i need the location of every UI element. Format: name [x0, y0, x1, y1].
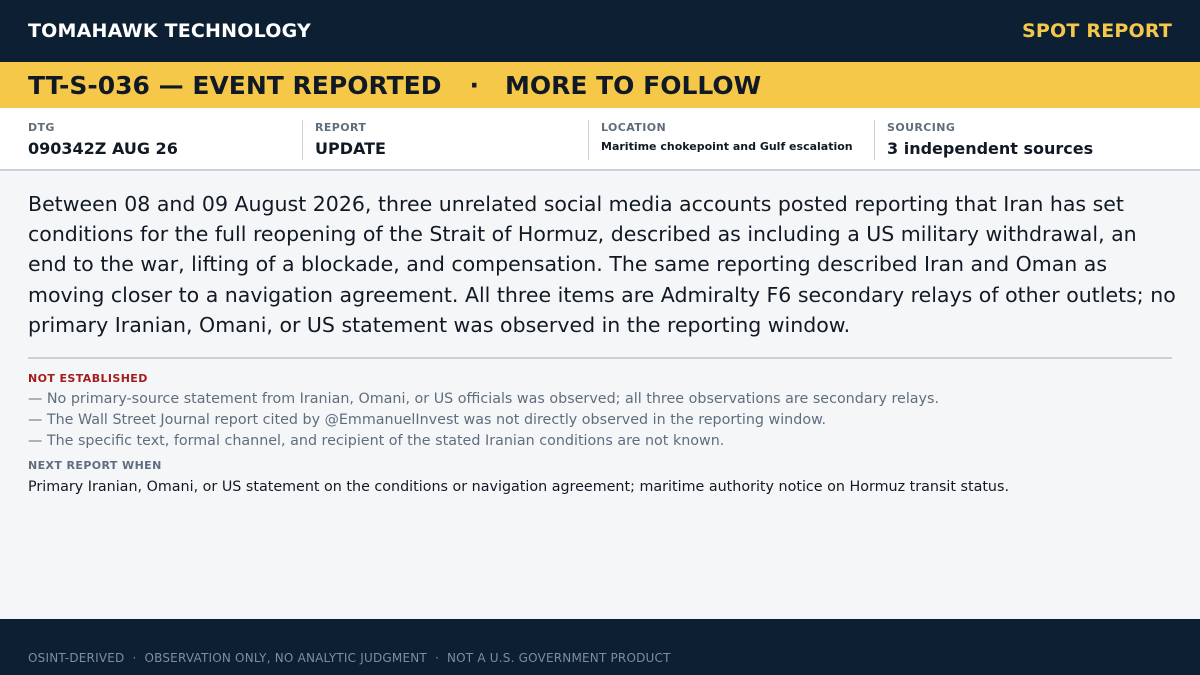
next-report-text: Primary Iranian, Omani, or US statement on the conditions or navigation agreement; maritime authority notice on Hormuz transit status.	[28, 479, 1009, 495]
report-kind: SPOT REPORT	[1022, 20, 1172, 42]
not-established-list	[28, 389, 1178, 452]
list-item: — The Wall Street Journal report cited by @EmmanuelInvest was not directly observed in the reporting window.	[28, 412, 826, 428]
not-established-label: NOT ESTABLISHED	[28, 372, 148, 385]
footer-separator: ·	[132, 651, 137, 665]
banner-separator: ·	[469, 70, 479, 100]
meta-location	[588, 120, 874, 160]
sourcing-value: 3 independent sources	[887, 139, 1094, 158]
dtg-label: DTG	[28, 121, 55, 134]
status-banner	[0, 62, 1200, 108]
meta-dtg	[28, 120, 302, 160]
meta-report	[302, 120, 588, 160]
report-status: MORE TO FOLLOW	[504, 70, 762, 100]
footer-bar	[0, 619, 1200, 675]
report-id: TT-S-036 — EVENT REPORTED	[28, 70, 442, 100]
section-divider	[28, 357, 1172, 359]
header-bar	[0, 0, 1200, 62]
footer-item-observation: OBSERVATION ONLY, NO ANALYTIC JUDGMENT	[144, 651, 427, 665]
report-summary: Between 08 and 09 August 2026, three unrelated social media accounts posted reporting that Iran has set conditions for the full reopening of the Strait of Hormuz, described as including a US military withdrawal, an end to the war, lifting of a blockade, and compensation. The same reporting described Iran and Oman as moving closer to a navigation agreement. All three items are Admiralty F6 secondary relays of other outlets; no primary Iranian, Omani, or US statement was observed in the reporting window.	[28, 192, 1176, 337]
sourcing-label: SOURCING	[887, 121, 956, 134]
report-label: REPORT	[315, 121, 367, 134]
location-value: Maritime chokepoint and Gulf escalation	[601, 140, 853, 153]
org-name: TOMAHAWK TECHNOLOGY	[28, 20, 311, 42]
footer-separator: ·	[434, 651, 439, 665]
footer-item-not-gov: NOT A U.S. GOVERNMENT PRODUCT	[446, 651, 671, 665]
meta-sourcing	[874, 120, 1160, 160]
location-label: LOCATION	[601, 121, 667, 134]
list-item: — No primary-source statement from Iranian, Omani, or US officials was observed; all three observations are secondary relays.	[28, 391, 940, 407]
metadata-row	[0, 108, 1200, 171]
footer-disclaimer	[28, 651, 671, 665]
report-value: UPDATE	[315, 139, 386, 158]
next-report-label: NEXT REPORT WHEN	[28, 459, 162, 472]
footer-item-osint: OSINT-DERIVED	[28, 651, 125, 665]
dtg-value: 090342Z AUG 26	[28, 139, 178, 158]
list-item: — The specific text, formal channel, and recipient of the stated Iranian conditions are not known.	[28, 433, 725, 449]
